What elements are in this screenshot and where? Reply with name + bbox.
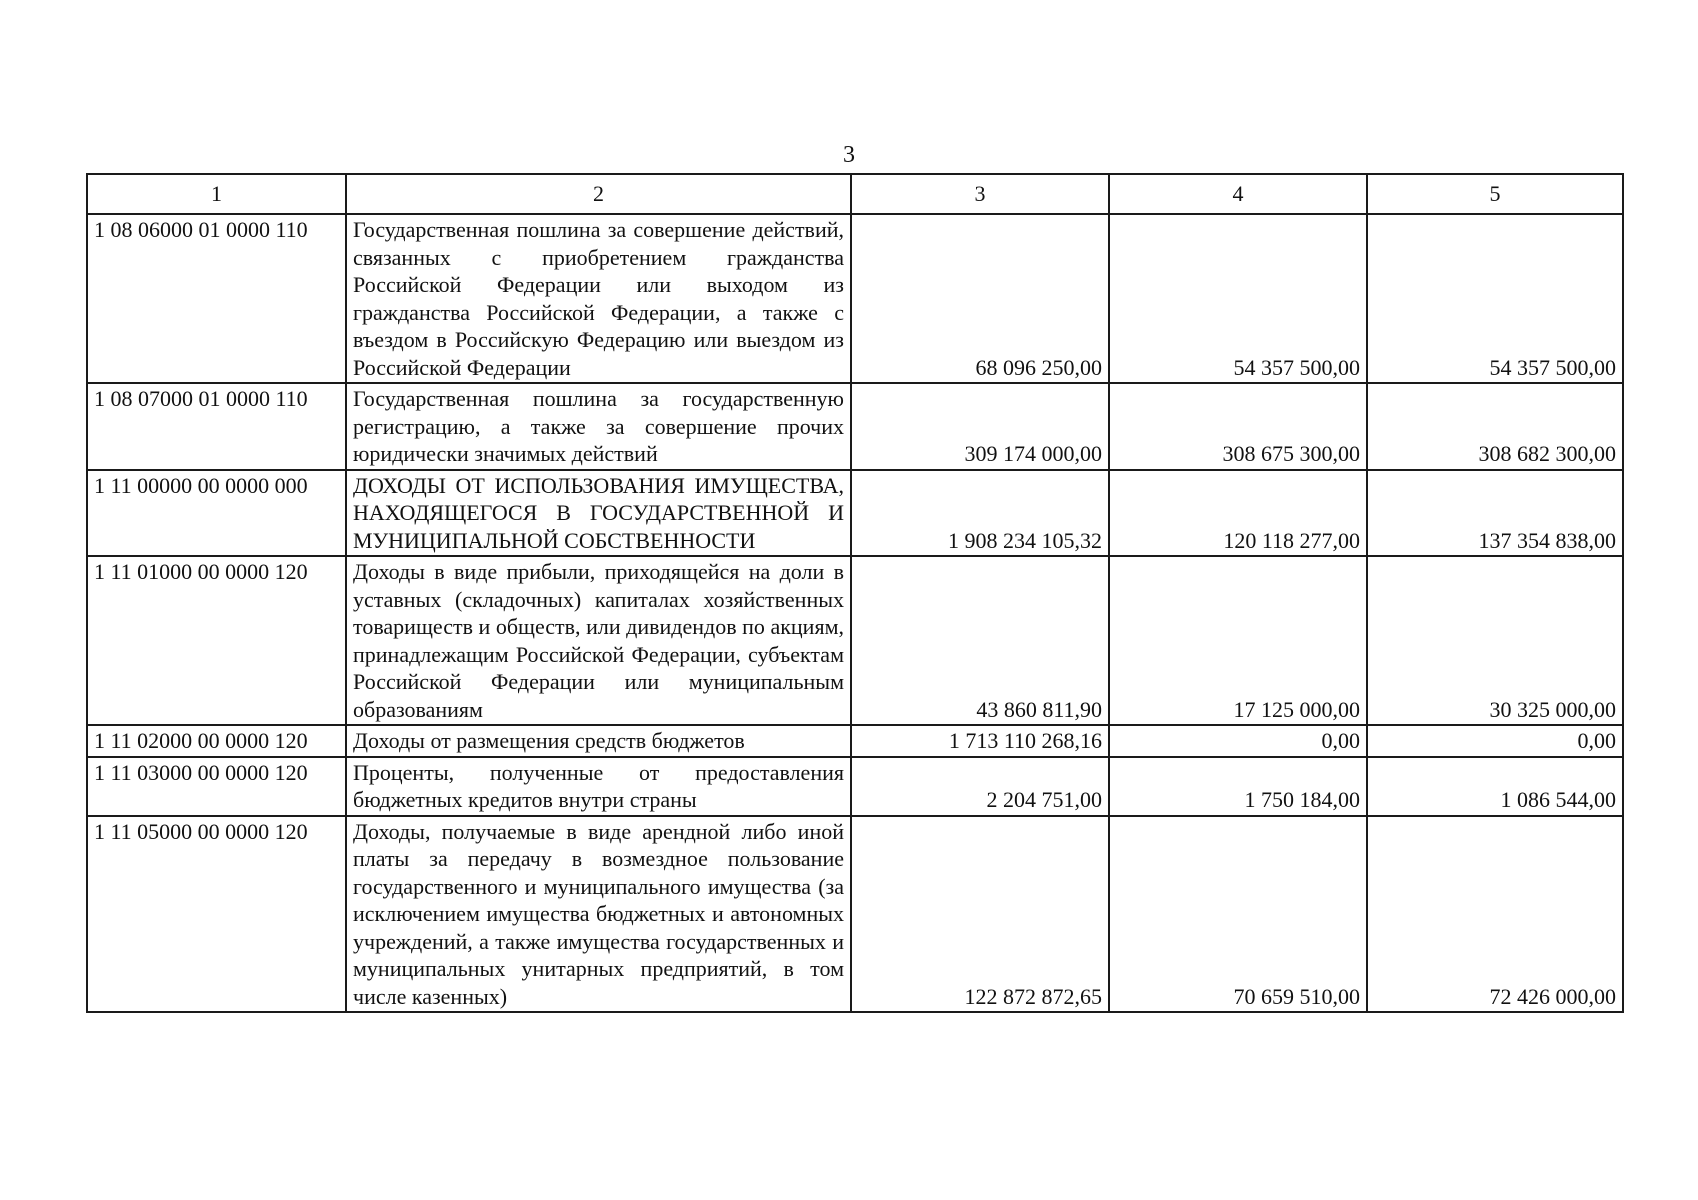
revenue-description: Доходы в виде прибыли, приходящейся на доли в уставных (складочных) капиталах хозяйственных товариществ и обществ, или дивидендов по акциям, принадлежащим Российской Федерации, субъектам Российской Федерации или муниципальным образованиям [346, 556, 851, 725]
amount-col-4: 120 118 277,00 [1109, 470, 1367, 557]
amount-col-3: 43 860 811,90 [851, 556, 1109, 725]
revenue-description: Доходы, получаемые в виде арендной либо иной платы за передачу в возмездное пользование государственного и муниципального имущества (за исключением имущества бюджетных и автономных учреждений, а также имущества государственных и муниципальных унитарных предприятий, в том числе казенных) [346, 816, 851, 1013]
budget-code: 1 11 01000 00 0000 120 [87, 556, 346, 725]
amount-col-4: 54 357 500,00 [1109, 214, 1367, 383]
amount-col-5: 1 086 544,00 [1367, 757, 1623, 816]
budget-code: 1 11 05000 00 0000 120 [87, 816, 346, 1013]
amount-col-3: 68 096 250,00 [851, 214, 1109, 383]
budget-revenue-table [86, 173, 1624, 1013]
table-row [87, 816, 1623, 1013]
amount-col-5: 137 354 838,00 [1367, 470, 1623, 557]
budget-code: 1 08 06000 01 0000 110 [87, 214, 346, 383]
amount-col-4: 308 675 300,00 [1109, 383, 1367, 470]
amount-col-3: 2 204 751,00 [851, 757, 1109, 816]
budget-code: 1 11 02000 00 0000 120 [87, 725, 346, 757]
table-row [87, 725, 1623, 757]
revenue-description: ДОХОДЫ ОТ ИСПОЛЬЗОВАНИЯ ИМУЩЕСТВА, НАХОДЯЩЕГОСЯ В ГОСУДАРСТВЕННОЙ И МУНИЦИПАЛЬНОЙ СОБСТВЕННОСТИ [346, 470, 851, 557]
revenue-description: Государственная пошлина за совершение действий, связанных с приобретением гражданства Российской Федерации или выходом из гражданства Российской Федерации, а также с въездом в Российскую Федерацию или выездом из Российской Федерации [346, 214, 851, 383]
revenue-description: Государственная пошлина за государственную регистрацию, а также за совершение прочих юридически значимых действий [346, 383, 851, 470]
table-row [87, 556, 1623, 725]
revenue-description: Доходы от размещения средств бюджетов [346, 725, 851, 757]
table-row [87, 383, 1623, 470]
header-col-5: 5 [1367, 174, 1623, 214]
amount-col-5: 308 682 300,00 [1367, 383, 1623, 470]
budget-code: 1 08 07000 01 0000 110 [87, 383, 346, 470]
amount-col-3: 122 872 872,65 [851, 816, 1109, 1013]
table-row [87, 470, 1623, 557]
amount-col-3: 1 713 110 268,16 [851, 725, 1109, 757]
table-header-row [87, 174, 1623, 214]
header-col-4: 4 [1109, 174, 1367, 214]
amount-col-4: 1 750 184,00 [1109, 757, 1367, 816]
amount-col-4: 70 659 510,00 [1109, 816, 1367, 1013]
amount-col-4: 17 125 000,00 [1109, 556, 1367, 725]
header-col-3: 3 [851, 174, 1109, 214]
amount-col-5: 0,00 [1367, 725, 1623, 757]
header-col-1: 1 [87, 174, 346, 214]
amount-col-5: 30 325 000,00 [1367, 556, 1623, 725]
amount-col-5: 54 357 500,00 [1367, 214, 1623, 383]
revenue-description: Проценты, полученные от предоставления бюджетных кредитов внутри страны [346, 757, 851, 816]
table-row [87, 757, 1623, 816]
budget-code: 1 11 00000 00 0000 000 [87, 470, 346, 557]
amount-col-3: 1 908 234 105,32 [851, 470, 1109, 557]
amount-col-3: 309 174 000,00 [851, 383, 1109, 470]
amount-col-5: 72 426 000,00 [1367, 816, 1623, 1013]
table-row [87, 214, 1623, 383]
header-col-2: 2 [346, 174, 851, 214]
page-number: 3 [843, 142, 855, 168]
amount-col-4: 0,00 [1109, 725, 1367, 757]
budget-code: 1 11 03000 00 0000 120 [87, 757, 346, 816]
